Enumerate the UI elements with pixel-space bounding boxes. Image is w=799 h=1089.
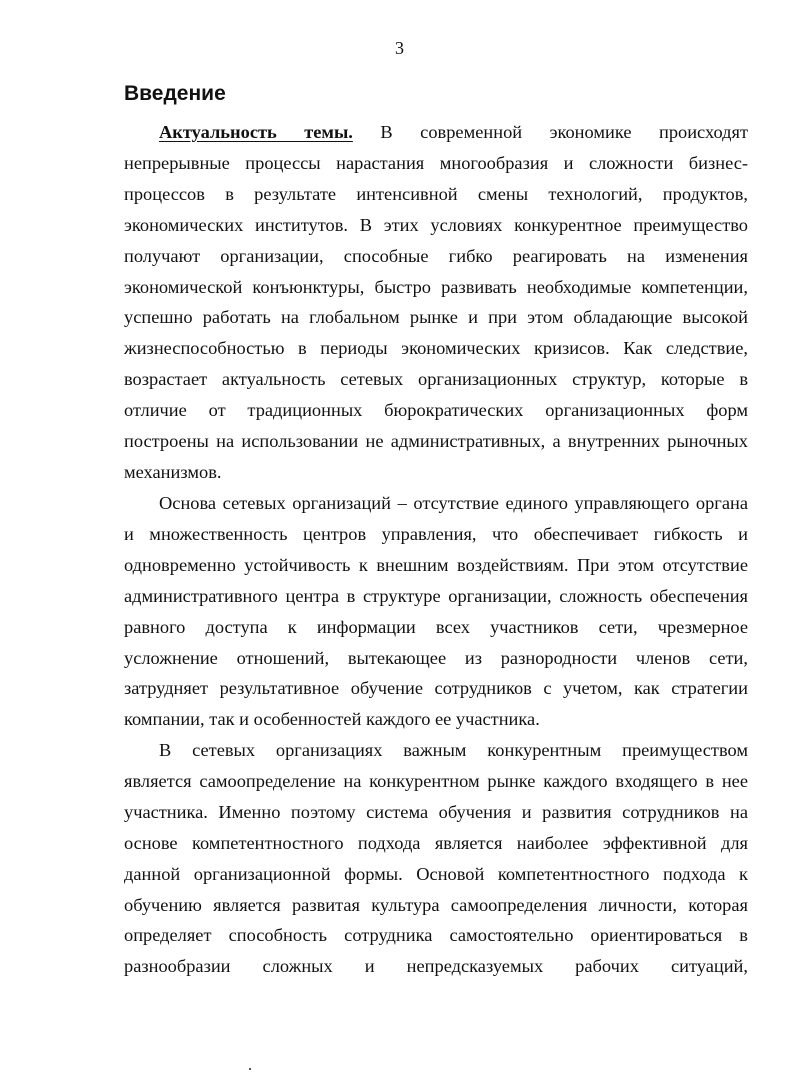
text-line: Актуальность темы. В современной экономике происходят: [159, 122, 748, 142]
text-line: отличие от традиционных бюрократических организационных форм: [124, 400, 748, 421]
paragraph-network-basis: [124, 488, 748, 735]
text-line: построены на использовании не административных, а внутренних рыночных: [124, 431, 748, 452]
paragraph-competence: [124, 735, 748, 982]
text-line: получают организации, способные гибко реагировать на изменения: [124, 245, 748, 266]
text-line: равного доступа к информации всех участников сети, чрезмерное: [124, 616, 748, 637]
text-line: разнообразии сложных и непредсказуемых рабочих ситуаций,: [124, 956, 748, 977]
text-line: данной организационной формы. Основой компетентностного подхода к: [124, 863, 748, 884]
text-line: успешно работать на глобальном рынке и при этом обладающие высокой: [124, 307, 748, 328]
text-line: экономических институтов. В этих условиях конкурентное преимущество: [124, 214, 748, 235]
text-line: Основа сетевых организаций – отсутствие единого управляющего органа: [159, 493, 748, 513]
text-line: участника. Именно поэтому система обучения и развития сотрудников на: [124, 801, 748, 822]
text-line: затрудняет результативное обучение сотрудников с учетом, как стратегии: [124, 678, 748, 699]
runin-heading: Актуальность темы.: [159, 122, 353, 142]
text-line: усложнение отношений, вытекающее из разнородности членов сети,: [124, 647, 748, 668]
text-line: В сетевых организациях важным конкурентным преимуществом: [159, 740, 748, 760]
paragraph-relevance: [124, 117, 748, 488]
text-line: основе компетентностного подхода является наиболее эффективной для: [124, 832, 748, 853]
text-line: механизмов.: [124, 461, 222, 482]
text-line: возрастает актуальность сетевых организационных структур, которые в: [124, 369, 748, 390]
text-line: и множественность центров управления, что обеспечивает гибкость и: [124, 523, 748, 544]
text-line: процессов в результате интенсивной смены технологий, продуктов,: [124, 183, 748, 204]
text-line: обучению является развитая культура самоопределения личности, которая: [124, 894, 748, 915]
text-line: административного центра в структуре организации, сложность обеспечения: [124, 585, 748, 606]
text-line: является самоопределение на конкурентном рынке каждого входящего в нее: [124, 770, 748, 791]
section-heading: Введение: [124, 82, 226, 105]
text-line: экономической конъюнктуры, быстро развивать необходимые компетенции,: [124, 276, 748, 297]
page-number: 3: [395, 38, 404, 58]
text-line: компании, так и особенностей каждого ее участника.: [124, 709, 540, 730]
scan-speck: [249, 1068, 251, 1070]
text-line: одновременно устойчивость к внешним воздействиям. При этом отсутствие: [124, 554, 748, 575]
text-line: определяет способность сотрудника самостоятельно ориентироваться в: [124, 925, 748, 946]
text-line: жизнеспособностью в периоды экономических кризисов. Как следствие,: [124, 338, 748, 359]
text-line: непрерывные процессы нарастания многообразия и сложности бизнес-: [124, 152, 748, 173]
